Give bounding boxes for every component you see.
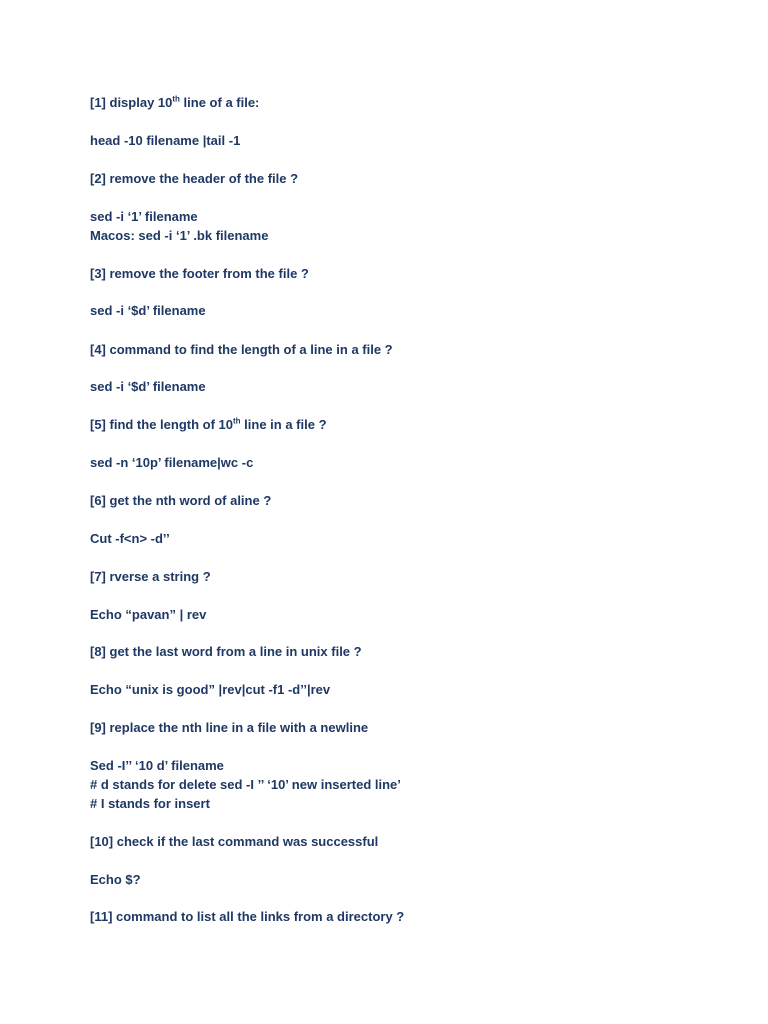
command-line: sed -i ‘$d’ filename (90, 303, 206, 318)
question-heading: [1] display 10th line of a file: (90, 94, 260, 110)
question-heading: [4] command to find the length of a line in a file ? (90, 342, 393, 357)
command-line: Echo “pavan” | rev (90, 607, 207, 622)
question-heading: [9] replace the nth line in a file with a newline (90, 720, 369, 735)
question-heading: [3] remove the footer from the file ? (90, 266, 309, 281)
command-line: Macos: sed -i ‘1’ .bk filename (90, 228, 269, 243)
question-heading: [5] find the length of 10th line in a file ? (90, 416, 327, 432)
question-heading: [7] rverse a string ? (90, 569, 211, 584)
command-line: head -10 filename |tail -1 (90, 133, 241, 148)
command-line: Echo “unix is good” |rev|cut -f1 -d’’|rev (90, 682, 331, 697)
command-line: Sed -I’’ ‘10 d’ filename (90, 758, 224, 773)
command-line: sed -i ‘1’ filename (90, 209, 198, 224)
command-line: Echo $? (90, 872, 141, 887)
comment-line: # d stands for delete sed -I ’’ ‘10’ new inserted line’ (90, 777, 401, 792)
question-heading: [8] get the last word from a line in unix file ? (90, 644, 362, 659)
command-line: Cut -f<n> -d’’ (90, 531, 170, 546)
comment-line: # I stands for insert (90, 796, 210, 811)
question-heading: [6] get the nth word of aline ? (90, 493, 272, 508)
question-heading: [2] remove the header of the file ? (90, 171, 299, 186)
question-heading: [11] command to list all the links from a directory ? (90, 909, 405, 924)
question-heading: [10] check if the last command was successful (90, 834, 379, 849)
command-line: sed -i ‘$d’ filename (90, 379, 206, 394)
command-line: sed -n ‘10p’ filename|wc -c (90, 455, 254, 470)
